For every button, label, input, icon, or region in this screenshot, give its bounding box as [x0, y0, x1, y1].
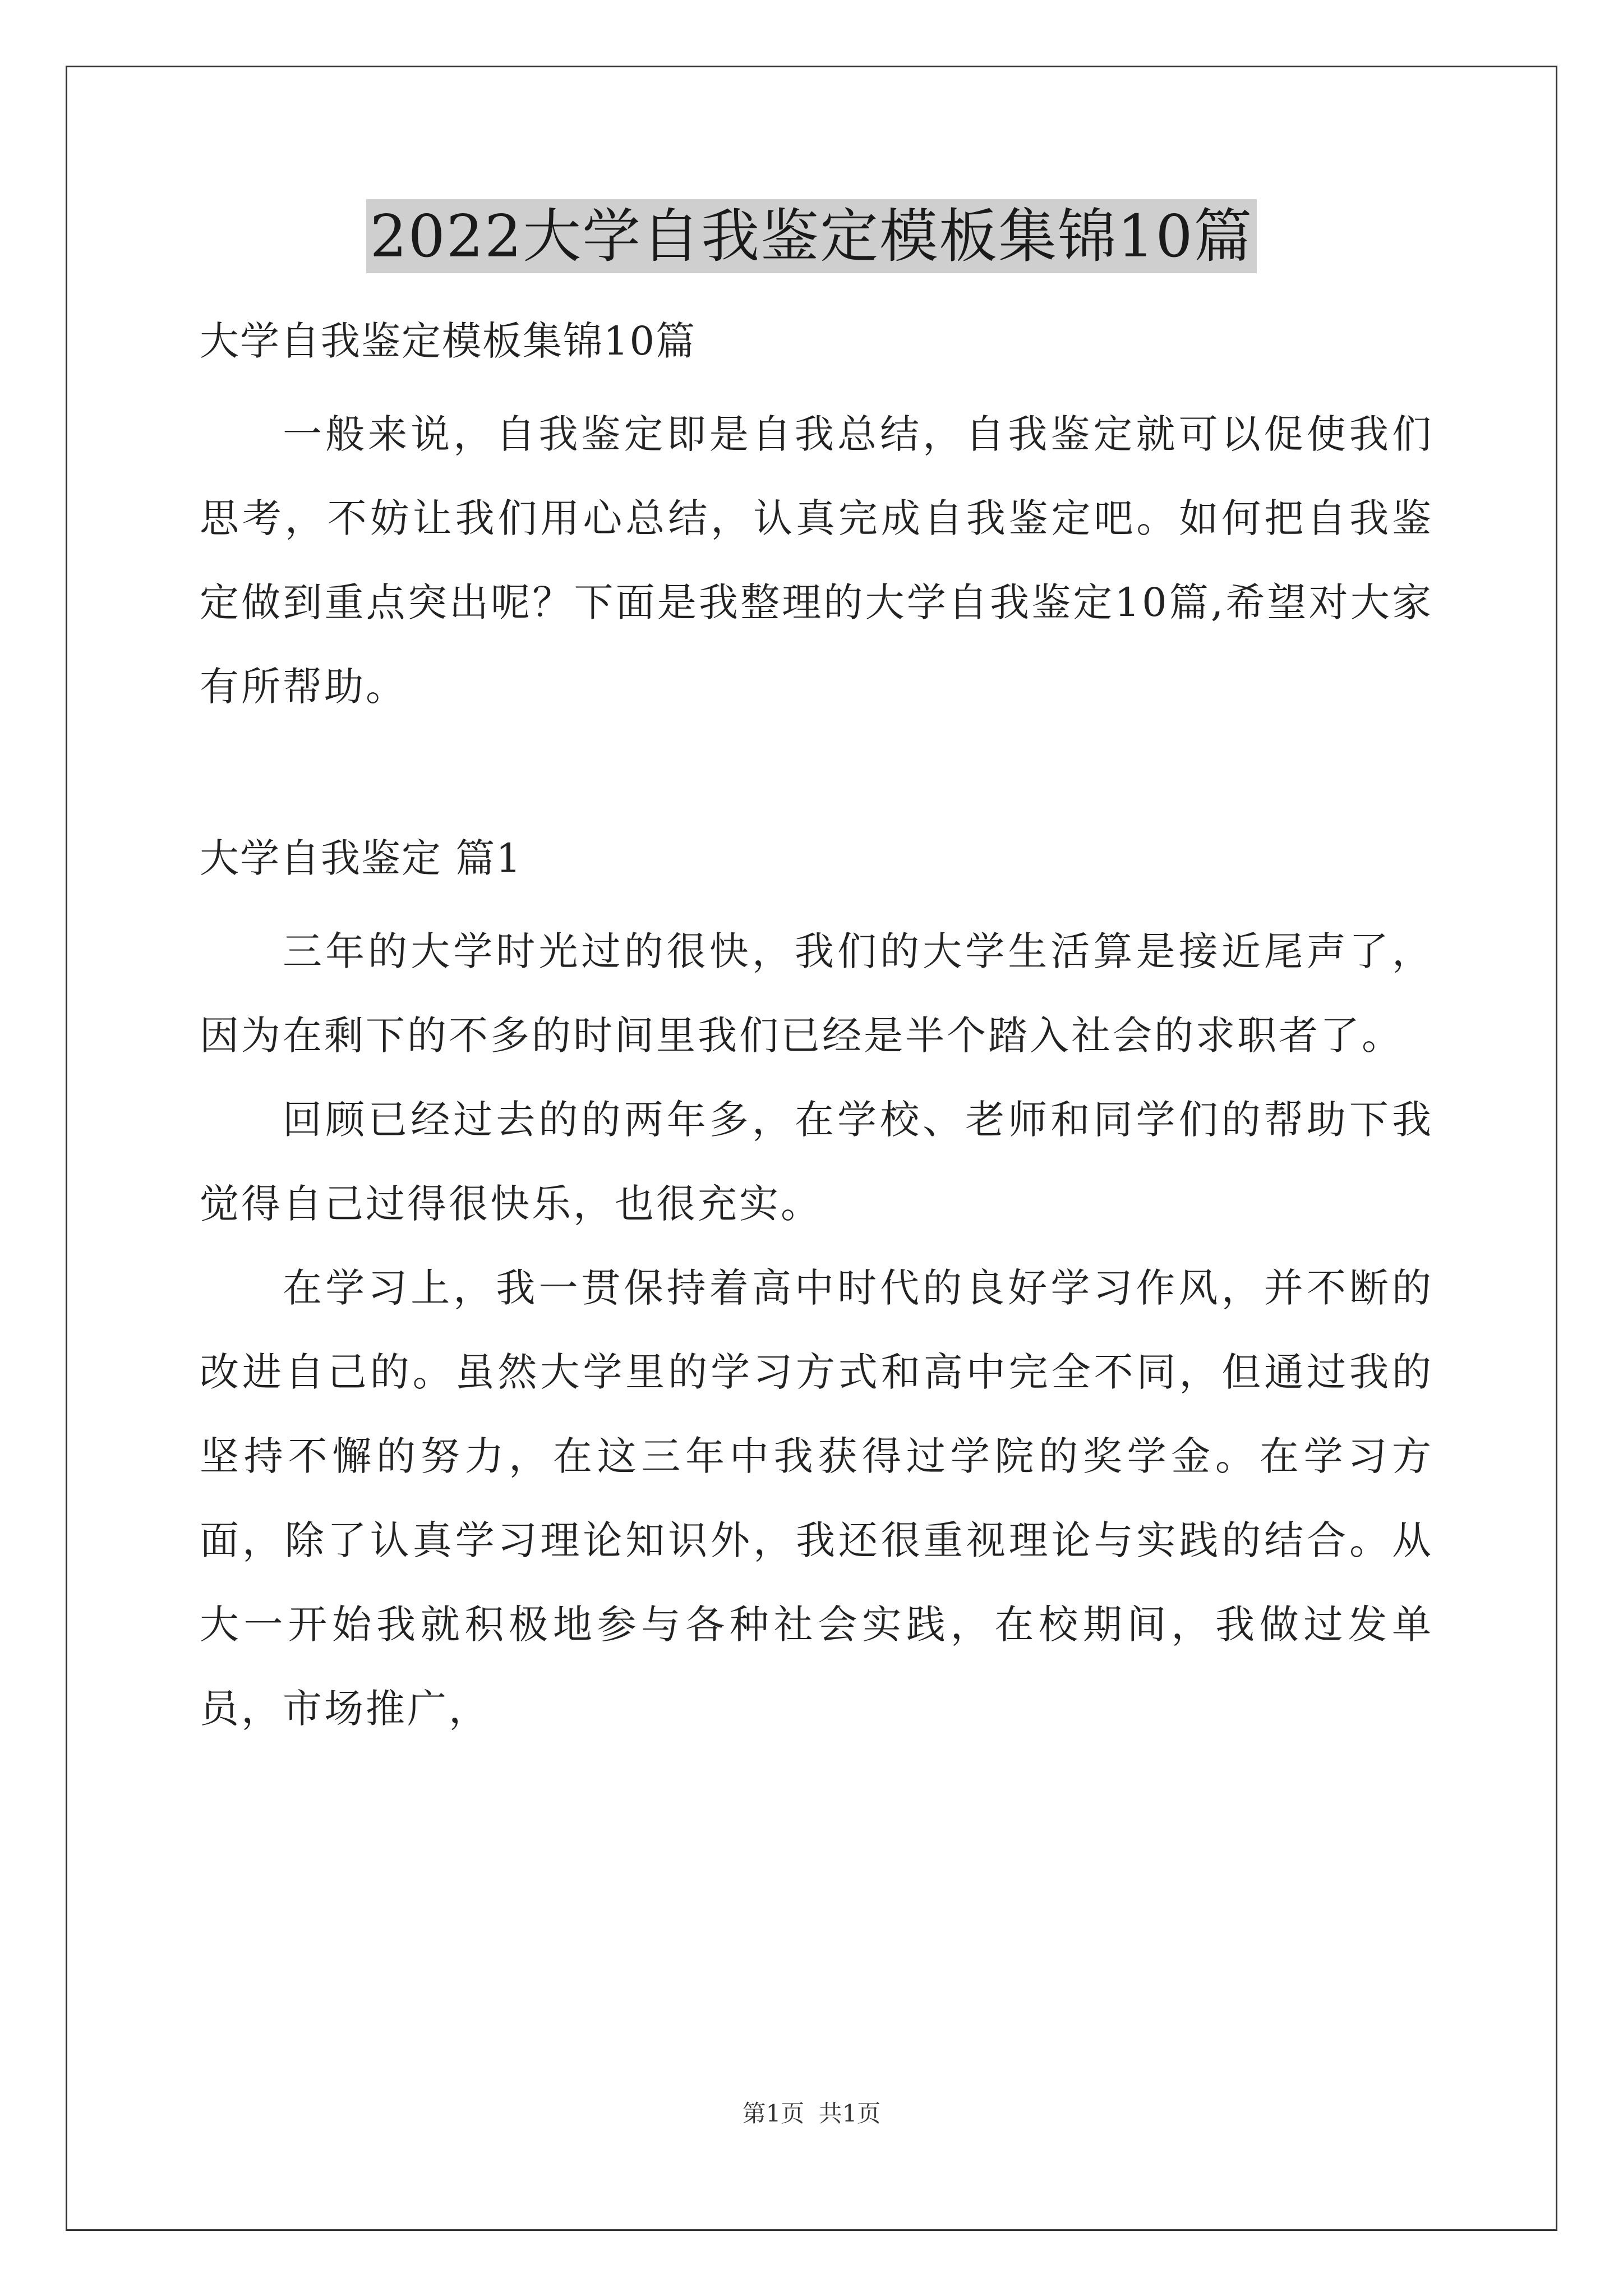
- document-subtitle: 大学自我鉴定模板集锦10篇: [200, 318, 697, 364]
- page-number: 第1页: [742, 2100, 805, 2127]
- section-heading: 大学自我鉴定 篇1: [200, 835, 522, 881]
- body-paragraph: 在学习上，我一贯保持着高中时代的良好学习作风，并不断的改进自己的。虽然大学里的学习方式和高中完全不同，但通过我的坚持不懈的努力，在这三年中我获得过学院的奖学金。在学习方面，除了认真学习理论知识外，我还很重视理论与实践的结合。从大一开始我就积极地参与各种社会实践，在校期间，我做过发单员，市场推广，: [200, 1265, 1433, 1732]
- body-paragraph: 回顾已经过去的的两年多，在学校、老师和同学们的帮助下我觉得自己过得很快乐，也很充实。: [200, 1097, 1433, 1227]
- page-total: 共1页: [818, 2100, 881, 2127]
- document-title: 2022大学自我鉴定模板集锦10篇: [366, 199, 1256, 273]
- title-container: [0, 199, 1623, 273]
- intro-paragraph: 一般来说，自我鉴定即是自我总结，自我鉴定就可以促使我们思考，不妨让我们用心总结，认真完成自我鉴定吧。如何把自我鉴定做到重点突出呢？下面是我整理的大学自我鉴定10篇,希望对大家有所帮助。: [200, 411, 1433, 710]
- document-body: [200, 306, 1433, 1751]
- page-footer: [0, 2095, 1623, 2129]
- body-paragraph: 三年的大学时光过的很快，我们的大学生活算是接近尾声了，因为在剩下的不多的时间里我们已经是半个踏入社会的求职者了。: [200, 928, 1433, 1059]
